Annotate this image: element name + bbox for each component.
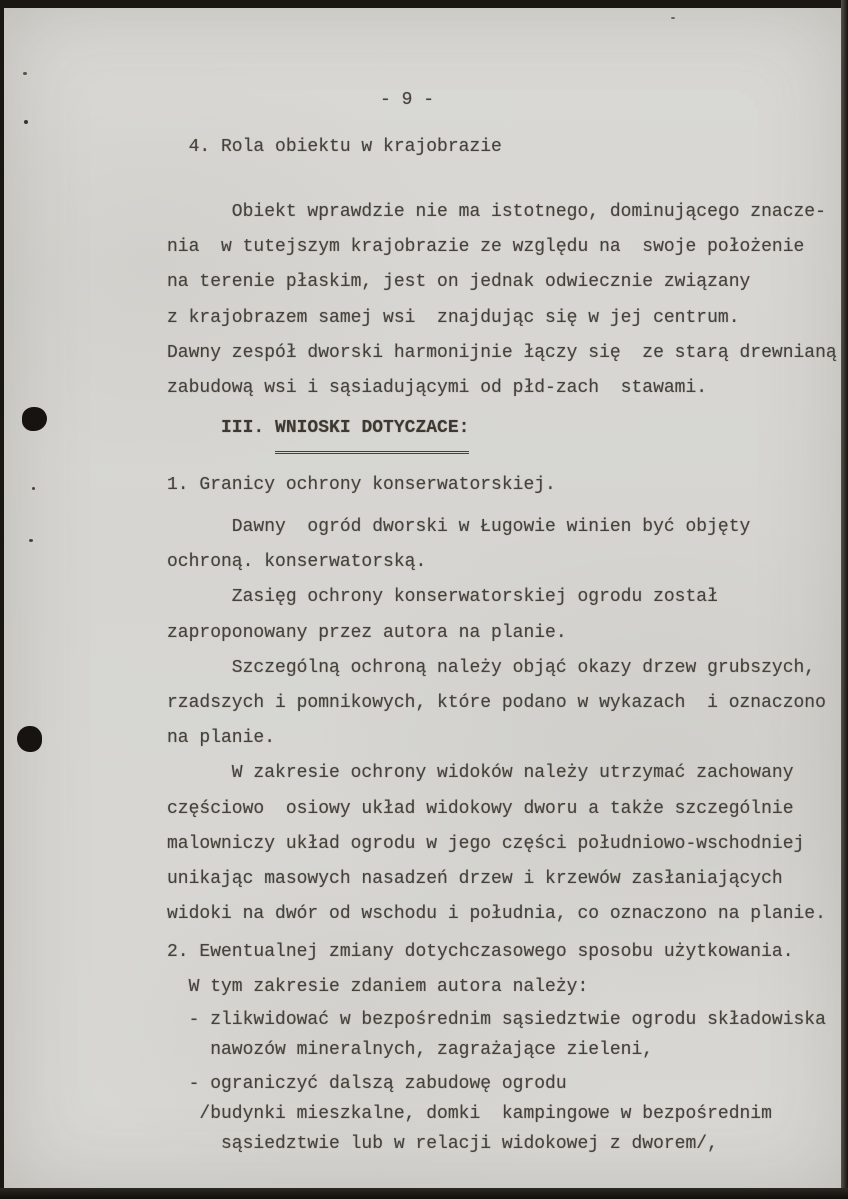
ink-speck	[671, 17, 675, 19]
hole-punch	[17, 726, 42, 752]
bullet-list-item-2	[167, 1069, 772, 1159]
text-line: Zasięg ochrony konserwatorskiej ogrodu został	[167, 587, 718, 608]
section-heading	[167, 411, 469, 446]
text-line: W tym zakresie zdaniem autora należy:	[167, 977, 589, 997]
text-line: Dawny ogród dworski w Ługowie winien być objęty	[167, 517, 751, 537]
scan-edge-left	[0, 0, 4, 1199]
ink-speck	[32, 487, 35, 490]
text-line: - ograniczyć dalszą zabudowę ogrodu	[167, 1074, 567, 1094]
hole-punch	[22, 407, 47, 431]
ink-speck	[29, 539, 33, 542]
scan-edge-bottom	[0, 1188, 848, 1199]
text-line: - zlikwidować w bezpośrednim sąsiedztwie ogrodu składowiska	[167, 1010, 826, 1030]
bullet-list-item-1	[167, 1005, 826, 1065]
text-line: częściowo osiowy układ widokowy dworu a także szczególnie	[167, 798, 794, 819]
scan-edge-top	[0, 0, 848, 8]
text-line: unikając masowych nasadzeń drzew i krzewów zasłaniających	[167, 869, 783, 890]
chapter-heading	[167, 130, 502, 165]
text-line: Dawny zespół dworski harmonijnie łączy się ze starą drewnianą	[167, 342, 837, 363]
item1-heading	[167, 468, 556, 503]
scan-edge-right	[841, 0, 848, 1199]
page-number	[380, 83, 434, 118]
text-line: zabudową wsi i sąsiadującymi od płd-zach stawami.	[167, 378, 708, 399]
text-line: 1. Granicy ochrony konserwatorskiej.	[167, 475, 556, 495]
ink-speck	[24, 120, 28, 124]
text-line: /budynki mieszkalne, domki kampingowe w bezpośrednim	[167, 1104, 772, 1124]
text-line: - 9 -	[380, 90, 435, 110]
intro-paragraph	[167, 195, 837, 406]
text-line: 4. Rola obiektu w krajobrazie	[167, 137, 502, 157]
item2-heading	[167, 935, 794, 970]
text-line: Szczególną ochroną należy objąć okazy drzew grubszych,	[167, 657, 816, 678]
text-line: Obiekt wprawdzie nie ma istotnego, dominującego znacze-	[167, 202, 826, 222]
text-line: na terenie płaskim, jest on jednak odwiecznie związany	[167, 272, 751, 293]
text-line: nawozów mineralnych, zagrażające zieleni,	[167, 1040, 654, 1060]
ink-speck	[23, 72, 27, 75]
text-line: widoki na dwór od wschodu i południa, co oznaczono na planie.	[167, 904, 826, 925]
item2-intro	[167, 970, 588, 1005]
section-number: III.	[167, 418, 276, 438]
text-line: z krajobrazem samej wsi znajdując się w jej centrum.	[167, 307, 740, 328]
text-line: 2. Ewentualnej zmiany dotychczasowego sposobu użytkowania.	[167, 942, 794, 962]
section-heading-line	[167, 411, 469, 446]
text-line: ochroną. konserwatorską.	[167, 552, 427, 573]
text-line: W zakresie ochrony widoków należy utrzymać zachowany	[167, 763, 794, 784]
text-line: sąsiedztwie lub w relacji widokowej z dworem/,	[167, 1134, 718, 1154]
item1-body	[167, 510, 826, 932]
text-line: na planie.	[167, 728, 276, 749]
section-title: WNIOSKI DOTYCZACE:	[275, 418, 469, 454]
text-line: zaproponowany przez autora na planie.	[167, 622, 567, 643]
text-line: nia w tutejszym krajobrazie ze względu na swoje położenie	[167, 237, 805, 258]
text-line: rzadszych i pomnikowych, które podano w wykazach i oznaczono	[167, 693, 826, 714]
text-line: malowniczy układ ogrodu w jego części południowo-wschodniej	[167, 833, 805, 854]
